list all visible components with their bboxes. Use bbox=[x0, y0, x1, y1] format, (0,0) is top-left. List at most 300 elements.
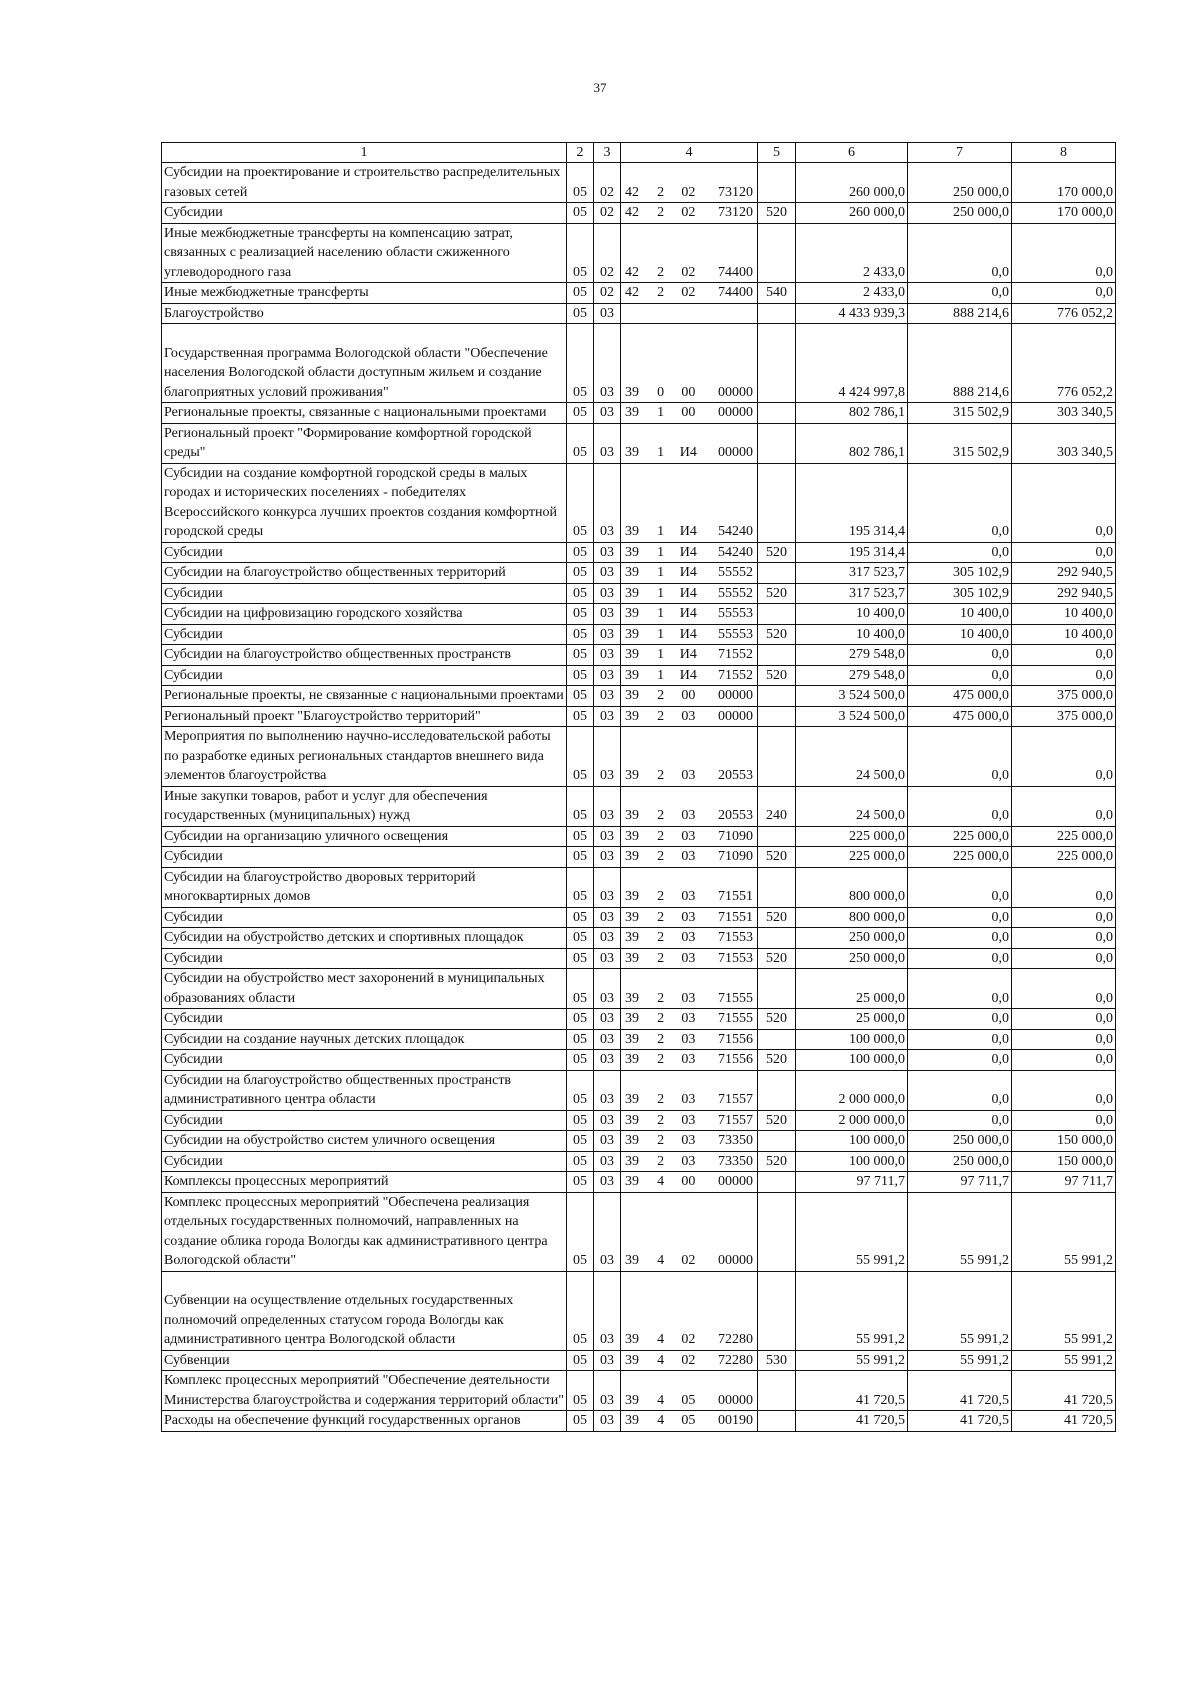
target-article-code bbox=[621, 403, 758, 424]
section-code: 05 bbox=[567, 463, 594, 542]
amount-col7: 888 214,6 bbox=[908, 324, 1012, 403]
row-name: Комплексы процессных мероприятий bbox=[162, 1172, 567, 1193]
section-code: 05 bbox=[567, 1350, 594, 1371]
code-part: 2 bbox=[657, 849, 665, 864]
table-row bbox=[162, 1131, 1116, 1152]
code-part: 00 bbox=[681, 1174, 696, 1189]
expense-type-code bbox=[758, 1172, 796, 1193]
amount-col8: 776 052,2 bbox=[1012, 303, 1116, 324]
code-part: 55553 bbox=[717, 626, 753, 642]
amount-col7: 250 000,0 bbox=[908, 163, 1012, 203]
section-code: 05 bbox=[567, 645, 594, 666]
amount-col8: 0,0 bbox=[1012, 727, 1116, 787]
amount-col8: 225 000,0 bbox=[1012, 826, 1116, 847]
table-row bbox=[162, 1050, 1116, 1071]
section-code: 05 bbox=[567, 1192, 594, 1271]
code-part: 2 bbox=[657, 828, 665, 844]
expense-type-code bbox=[758, 223, 796, 283]
code-part: 73120 bbox=[717, 205, 753, 220]
amount-col6: 24 500,0 bbox=[796, 727, 908, 787]
expense-type-code bbox=[758, 423, 796, 463]
section-code: 05 bbox=[567, 1172, 594, 1193]
expense-type-code bbox=[758, 928, 796, 949]
amount-col7: 10 400,0 bbox=[908, 604, 1012, 625]
target-article-code bbox=[621, 463, 758, 542]
subsection-code: 03 bbox=[594, 1070, 621, 1110]
code-part: 39 bbox=[625, 930, 639, 945]
amount-col7: 55 991,2 bbox=[908, 1271, 1012, 1350]
subsection-code: 03 bbox=[594, 583, 621, 604]
code-part: 71090 bbox=[717, 849, 753, 864]
amount-col6: 25 000,0 bbox=[796, 1009, 908, 1030]
code-part: 02 bbox=[681, 1352, 696, 1368]
subsection-code: 03 bbox=[594, 928, 621, 949]
subsection-code: 03 bbox=[594, 1172, 621, 1193]
table-row bbox=[162, 583, 1116, 604]
amount-col6: 3 524 500,0 bbox=[796, 706, 908, 727]
subsection-code: 03 bbox=[594, 1350, 621, 1371]
subsection-code: 03 bbox=[594, 403, 621, 424]
code-part: 39 bbox=[625, 445, 639, 460]
code-part: 72280 bbox=[717, 1332, 753, 1347]
subsection-code: 03 bbox=[594, 303, 621, 324]
amount-col8: 97 711,7 bbox=[1012, 1172, 1116, 1193]
table-row bbox=[162, 706, 1116, 727]
code-part: 39 bbox=[625, 909, 639, 925]
amount-col8: 0,0 bbox=[1012, 969, 1116, 1009]
target-article-code bbox=[621, 645, 758, 666]
amount-col7: 0,0 bbox=[908, 645, 1012, 666]
row-name: Региональные проекты, не связанные с национальными проектами bbox=[162, 686, 567, 707]
target-article-code bbox=[621, 867, 758, 907]
amount-col6: 100 000,0 bbox=[796, 1029, 908, 1050]
code-part: 39 bbox=[625, 405, 639, 420]
amount-col8: 41 720,5 bbox=[1012, 1371, 1116, 1411]
table-row bbox=[162, 645, 1116, 666]
amount-col6: 279 548,0 bbox=[796, 645, 908, 666]
section-code: 05 bbox=[567, 847, 594, 868]
amount-col7: 0,0 bbox=[908, 542, 1012, 563]
code-part: 55552 bbox=[717, 565, 753, 580]
amount-col7: 315 502,9 bbox=[908, 423, 1012, 463]
amount-col6: 800 000,0 bbox=[796, 867, 908, 907]
amount-col6: 802 786,1 bbox=[796, 423, 908, 463]
code-part: 39 bbox=[625, 1352, 639, 1368]
section-code: 05 bbox=[567, 542, 594, 563]
subsection-code: 02 bbox=[594, 223, 621, 283]
section-code: 05 bbox=[567, 786, 594, 826]
target-article-code bbox=[621, 786, 758, 826]
amount-col7: 0,0 bbox=[908, 928, 1012, 949]
target-article-code bbox=[621, 1371, 758, 1411]
code-part: 03 bbox=[681, 1133, 696, 1148]
amount-col6: 2 000 000,0 bbox=[796, 1110, 908, 1131]
expense-type-code bbox=[758, 1192, 796, 1271]
code-part: 42 bbox=[625, 264, 639, 280]
table-row bbox=[162, 423, 1116, 463]
amount-col8: 375 000,0 bbox=[1012, 686, 1116, 707]
row-name: Субсидии на цифровизацию городского хозяйства bbox=[162, 604, 567, 625]
amount-col7: 475 000,0 bbox=[908, 686, 1012, 707]
row-name: Субсидии bbox=[162, 1009, 567, 1030]
target-article-code bbox=[621, 1350, 758, 1371]
amount-col7: 0,0 bbox=[908, 665, 1012, 686]
section-code: 05 bbox=[567, 969, 594, 1009]
target-article-code bbox=[621, 1029, 758, 1050]
row-name: Комплекс процессных мероприятий "Обеспечена реализация отдельных государственных полномочий, направленных на создание облика города Вологды как административного центра Вологодской области" bbox=[162, 1192, 567, 1271]
code-part: 1 bbox=[657, 606, 665, 621]
row-name: Субсидии на организацию уличного освещения bbox=[162, 826, 567, 847]
table-body bbox=[162, 143, 1116, 1432]
target-article-code bbox=[621, 1131, 758, 1152]
expense-type-code bbox=[758, 563, 796, 584]
code-part: 39 bbox=[625, 1153, 639, 1169]
target-article-code bbox=[621, 223, 758, 283]
amount-col6: 225 000,0 bbox=[796, 847, 908, 868]
column-header: 6 bbox=[796, 143, 908, 163]
section-code: 05 bbox=[567, 907, 594, 928]
table-row bbox=[162, 727, 1116, 787]
amount-col7: 225 000,0 bbox=[908, 826, 1012, 847]
column-header: 1 bbox=[162, 143, 567, 163]
amount-col7: 0,0 bbox=[908, 1009, 1012, 1030]
target-article-code bbox=[621, 847, 758, 868]
amount-col7: 41 720,5 bbox=[908, 1371, 1012, 1411]
amount-col8: 0,0 bbox=[1012, 542, 1116, 563]
row-name: Субсидии bbox=[162, 665, 567, 686]
row-name: Иные межбюджетные трансферты на компенсацию затрат, связанных с реализацией населению области сжиженного углеводородного газа bbox=[162, 223, 567, 283]
amount-col7: 0,0 bbox=[908, 223, 1012, 283]
row-name: Субсидии на обустройство мест захоронений в муниципальных образованиях области bbox=[162, 969, 567, 1009]
amount-col7: 305 102,9 bbox=[908, 563, 1012, 584]
amount-col6: 800 000,0 bbox=[796, 907, 908, 928]
row-name: Субвенции bbox=[162, 1350, 567, 1371]
section-code: 05 bbox=[567, 583, 594, 604]
code-part: 03 bbox=[681, 889, 696, 904]
amount-col7: 0,0 bbox=[908, 1070, 1012, 1110]
amount-col6: 2 433,0 bbox=[796, 283, 908, 304]
code-part: 00000 bbox=[717, 1253, 753, 1268]
subsection-code: 03 bbox=[594, 948, 621, 969]
expense-type-code bbox=[758, 463, 796, 542]
amount-col6: 317 523,7 bbox=[796, 583, 908, 604]
table-row bbox=[162, 624, 1116, 645]
amount-col8: 170 000,0 bbox=[1012, 203, 1116, 224]
code-part: 39 bbox=[625, 1052, 639, 1067]
amount-col7: 0,0 bbox=[908, 1110, 1012, 1131]
section-code: 05 bbox=[567, 928, 594, 949]
budget-table bbox=[161, 142, 1116, 1432]
code-part: 39 bbox=[625, 667, 639, 683]
code-part: 1 bbox=[657, 405, 665, 420]
section-code: 05 bbox=[567, 604, 594, 625]
row-name: Субвенции на осуществление отдельных государственных полномочий определенных статусом города Вологды как административного центра Вологодской области bbox=[162, 1271, 567, 1350]
code-part: 00 bbox=[681, 384, 696, 400]
header-row bbox=[162, 143, 1116, 163]
table-row bbox=[162, 665, 1116, 686]
amount-col8: 0,0 bbox=[1012, 1110, 1116, 1131]
amount-col8: 150 000,0 bbox=[1012, 1151, 1116, 1172]
subsection-code: 03 bbox=[594, 463, 621, 542]
row-name: Субсидии bbox=[162, 583, 567, 604]
target-article-code bbox=[621, 907, 758, 928]
code-part: 03 bbox=[681, 768, 696, 783]
subsection-code: 03 bbox=[594, 1110, 621, 1131]
code-part: 02 bbox=[681, 1253, 696, 1268]
subsection-code: 03 bbox=[594, 1411, 621, 1432]
code-part: 05 bbox=[681, 1392, 696, 1408]
code-part: 2 bbox=[657, 909, 665, 925]
amount-col7: 0,0 bbox=[908, 1050, 1012, 1071]
code-part: 39 bbox=[625, 384, 639, 400]
section-code: 05 bbox=[567, 1411, 594, 1432]
section-code: 05 bbox=[567, 423, 594, 463]
subsection-code: 03 bbox=[594, 686, 621, 707]
code-part: 2 bbox=[657, 1133, 665, 1148]
amount-col8: 0,0 bbox=[1012, 928, 1116, 949]
row-name: Субсидии на благоустройство общественных территорий bbox=[162, 563, 567, 584]
table-row bbox=[162, 324, 1116, 403]
row-name: Субсидии bbox=[162, 624, 567, 645]
target-article-code bbox=[621, 423, 758, 463]
amount-col7: 0,0 bbox=[908, 907, 1012, 928]
code-part: 39 bbox=[625, 828, 639, 844]
amount-col8: 0,0 bbox=[1012, 907, 1116, 928]
code-part: 4 bbox=[657, 1413, 665, 1428]
code-part: 71556 bbox=[717, 1031, 753, 1047]
section-code: 05 bbox=[567, 1131, 594, 1152]
code-part: 2 bbox=[657, 1153, 665, 1169]
code-part: 1 bbox=[657, 565, 665, 580]
subsection-code: 03 bbox=[594, 1371, 621, 1411]
subsection-code: 03 bbox=[594, 1192, 621, 1271]
subsection-code: 03 bbox=[594, 706, 621, 727]
target-article-code bbox=[621, 948, 758, 969]
code-part: 03 bbox=[681, 990, 696, 1006]
row-name: Субсидии на обустройство систем уличного освещения bbox=[162, 1131, 567, 1152]
code-part: И4 bbox=[679, 524, 697, 539]
table-row bbox=[162, 1411, 1116, 1432]
subsection-code: 02 bbox=[594, 163, 621, 203]
code-part: 02 bbox=[681, 264, 696, 280]
subsection-code: 03 bbox=[594, 727, 621, 787]
expense-type-code: 520 bbox=[758, 907, 796, 928]
page-number: 37 bbox=[593, 80, 607, 95]
amount-col6: 260 000,0 bbox=[796, 163, 908, 203]
code-part: 39 bbox=[625, 1174, 639, 1189]
amount-col6: 250 000,0 bbox=[796, 948, 908, 969]
code-part: 03 bbox=[681, 1031, 696, 1047]
target-article-code bbox=[621, 563, 758, 584]
expense-type-code bbox=[758, 867, 796, 907]
row-name: Субсидии bbox=[162, 1151, 567, 1172]
amount-col6: 100 000,0 bbox=[796, 1050, 908, 1071]
amount-col8: 10 400,0 bbox=[1012, 624, 1116, 645]
code-part: 2 bbox=[657, 990, 665, 1006]
amount-col8: 0,0 bbox=[1012, 948, 1116, 969]
section-code: 05 bbox=[567, 1151, 594, 1172]
code-part: 02 bbox=[681, 285, 696, 300]
code-part: 71551 bbox=[717, 909, 753, 925]
subsection-code: 03 bbox=[594, 1131, 621, 1152]
code-part: 20553 bbox=[717, 768, 753, 783]
amount-col8: 41 720,5 bbox=[1012, 1411, 1116, 1432]
code-part: 03 bbox=[681, 1112, 696, 1128]
target-article-code bbox=[621, 665, 758, 686]
amount-col7: 55 991,2 bbox=[908, 1192, 1012, 1271]
code-part: И4 bbox=[679, 565, 697, 580]
code-part: 39 bbox=[625, 1253, 639, 1268]
subsection-code: 02 bbox=[594, 283, 621, 304]
code-part: 39 bbox=[625, 849, 639, 864]
subsection-code: 03 bbox=[594, 826, 621, 847]
code-part: 2 bbox=[657, 708, 665, 724]
expense-type-code bbox=[758, 403, 796, 424]
table-row bbox=[162, 1350, 1116, 1371]
amount-col7: 250 000,0 bbox=[908, 1151, 1012, 1172]
table-row bbox=[162, 969, 1116, 1009]
table-row bbox=[162, 1070, 1116, 1110]
table-row bbox=[162, 1110, 1116, 1131]
table-row bbox=[162, 826, 1116, 847]
code-part: 73350 bbox=[717, 1133, 753, 1148]
amount-col8: 0,0 bbox=[1012, 1009, 1116, 1030]
row-name: Субсидии bbox=[162, 948, 567, 969]
section-code: 05 bbox=[567, 665, 594, 686]
expense-type-code: 240 bbox=[758, 786, 796, 826]
code-part: 4 bbox=[657, 1253, 665, 1268]
code-part: 2 bbox=[657, 1092, 665, 1107]
table-row bbox=[162, 303, 1116, 324]
section-code: 05 bbox=[567, 223, 594, 283]
amount-col6: 100 000,0 bbox=[796, 1151, 908, 1172]
amount-col8: 225 000,0 bbox=[1012, 847, 1116, 868]
expense-type-code: 520 bbox=[758, 948, 796, 969]
subsection-code: 03 bbox=[594, 563, 621, 584]
amount-col8: 150 000,0 bbox=[1012, 1131, 1116, 1152]
subsection-code: 03 bbox=[594, 847, 621, 868]
amount-col7: 315 502,9 bbox=[908, 403, 1012, 424]
column-header: 8 bbox=[1012, 143, 1116, 163]
code-part: 2 bbox=[657, 1031, 665, 1047]
row-name: Региональный проект "Благоустройство территорий" bbox=[162, 706, 567, 727]
amount-col7: 55 991,2 bbox=[908, 1350, 1012, 1371]
expense-type-code: 530 bbox=[758, 1350, 796, 1371]
target-article-code bbox=[621, 163, 758, 203]
code-part: 03 bbox=[681, 950, 696, 966]
table-row bbox=[162, 1371, 1116, 1411]
code-part: 39 bbox=[625, 1332, 639, 1347]
expense-type-code: 520 bbox=[758, 1009, 796, 1030]
code-part: 2 bbox=[657, 1112, 665, 1128]
table-row bbox=[162, 283, 1116, 304]
amount-col6: 41 720,5 bbox=[796, 1411, 908, 1432]
code-part: 4 bbox=[657, 1332, 665, 1347]
code-part: И4 bbox=[679, 606, 697, 621]
row-name: Благоустройство bbox=[162, 303, 567, 324]
row-name: Иные закупки товаров, работ и услуг для обеспечения государственных (муниципальных) нужд bbox=[162, 786, 567, 826]
code-part: И4 bbox=[679, 585, 697, 601]
code-part: 4 bbox=[657, 1392, 665, 1408]
target-article-code bbox=[621, 203, 758, 224]
amount-col7: 0,0 bbox=[908, 283, 1012, 304]
row-name: Государственная программа Вологодской области "Обеспечение населения Вологодской области доступным жильем и создание благоприятных условий проживания" bbox=[162, 324, 567, 403]
code-part: 2 bbox=[657, 808, 665, 823]
amount-col6: 225 000,0 bbox=[796, 826, 908, 847]
code-part: 39 bbox=[625, 708, 639, 724]
table-row bbox=[162, 1009, 1116, 1030]
code-part: 39 bbox=[625, 626, 639, 642]
amount-col7: 97 711,7 bbox=[908, 1172, 1012, 1193]
target-article-code bbox=[621, 1271, 758, 1350]
row-name: Иные межбюджетные трансферты bbox=[162, 283, 567, 304]
row-name: Субсидии на обустройство детских и спортивных площадок bbox=[162, 928, 567, 949]
code-part: 71555 bbox=[717, 990, 753, 1006]
amount-col6: 24 500,0 bbox=[796, 786, 908, 826]
expense-type-code bbox=[758, 1029, 796, 1050]
code-part: 03 bbox=[681, 1092, 696, 1107]
table-row bbox=[162, 403, 1116, 424]
amount-col8: 0,0 bbox=[1012, 867, 1116, 907]
target-article-code bbox=[621, 583, 758, 604]
table-row bbox=[162, 1172, 1116, 1193]
table-row bbox=[162, 948, 1116, 969]
code-part: И4 bbox=[679, 445, 697, 460]
code-part: 03 bbox=[681, 849, 696, 864]
code-part: 54240 bbox=[717, 544, 753, 560]
amount-col7: 0,0 bbox=[908, 786, 1012, 826]
amount-col7: 41 720,5 bbox=[908, 1411, 1012, 1432]
amount-col8: 776 052,2 bbox=[1012, 324, 1116, 403]
column-header: 5 bbox=[758, 143, 796, 163]
amount-col8: 0,0 bbox=[1012, 1029, 1116, 1050]
code-part: 00000 bbox=[717, 405, 753, 420]
code-part: 55552 bbox=[717, 585, 753, 601]
amount-col7: 475 000,0 bbox=[908, 706, 1012, 727]
subsection-code: 03 bbox=[594, 867, 621, 907]
subsection-code: 03 bbox=[594, 1271, 621, 1350]
expense-type-code bbox=[758, 1070, 796, 1110]
expense-type-code bbox=[758, 324, 796, 403]
amount-col8: 292 940,5 bbox=[1012, 583, 1116, 604]
target-article-code bbox=[621, 969, 758, 1009]
amount-col8: 0,0 bbox=[1012, 223, 1116, 283]
amount-col6: 279 548,0 bbox=[796, 665, 908, 686]
subsection-code: 03 bbox=[594, 1151, 621, 1172]
subsection-code: 03 bbox=[594, 604, 621, 625]
section-code: 05 bbox=[567, 403, 594, 424]
amount-col8: 55 991,2 bbox=[1012, 1192, 1116, 1271]
code-part: 39 bbox=[625, 1392, 639, 1408]
target-article-code bbox=[621, 303, 758, 324]
amount-col8: 303 340,5 bbox=[1012, 403, 1116, 424]
code-part: 39 bbox=[625, 990, 639, 1006]
subsection-code: 03 bbox=[594, 542, 621, 563]
code-part: 39 bbox=[625, 950, 639, 966]
amount-col8: 303 340,5 bbox=[1012, 423, 1116, 463]
expense-type-code: 520 bbox=[758, 847, 796, 868]
amount-col7: 10 400,0 bbox=[908, 624, 1012, 645]
code-part: 1 bbox=[657, 667, 665, 683]
target-article-code bbox=[621, 1411, 758, 1432]
row-name: Комплекс процессных мероприятий "Обеспечение деятельности Министерства благоустройства и содержания территорий области" bbox=[162, 1371, 567, 1411]
row-name: Субсидии на проектирование и строительство распределительных газовых сетей bbox=[162, 163, 567, 203]
code-part: 2 bbox=[657, 285, 665, 300]
expense-type-code bbox=[758, 969, 796, 1009]
code-part: 03 bbox=[681, 1153, 696, 1169]
amount-col8: 292 940,5 bbox=[1012, 563, 1116, 584]
section-code: 05 bbox=[567, 1050, 594, 1071]
